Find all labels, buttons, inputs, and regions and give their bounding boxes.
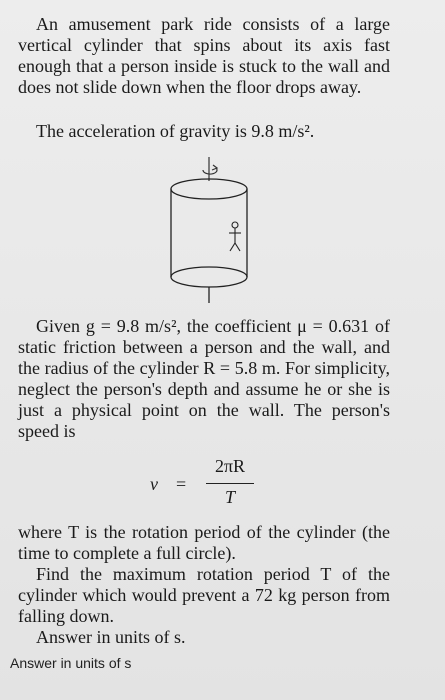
- fraction-bar: [206, 483, 254, 484]
- cylinder-figure: [165, 157, 260, 305]
- gravity-statement: The acceleration of gravity is 9.8 m/s².: [36, 121, 315, 141]
- formula-denominator: T: [224, 487, 235, 507]
- stick-figure-icon: [229, 222, 241, 251]
- speed-formula: [150, 456, 260, 514]
- question: Find the maximum rotation period T of the cylinder which would prevent a 72 kg person from falling down.: [18, 564, 390, 626]
- period-definition: where T is the rotation period of the cylinder (the time to complete a full circle).: [18, 522, 390, 563]
- answer-units: Answer in units of s.: [36, 627, 186, 647]
- given-values: Given g = 9.8 m/s², the coefficient μ = 0.631 of static friction between a person and the wall, and the radius of the cylinder R = 5.8 m. For simplicity, neglect the person's depth and assume he or she is just a physical point on the wall. The person's speed is: [18, 316, 390, 441]
- formula-equals: =: [176, 474, 187, 494]
- answer-prompt: Answer in units of s: [10, 655, 132, 671]
- cylinder-icon: [171, 179, 247, 303]
- rotation-arrow-icon: [203, 157, 217, 181]
- problem-intro: An amusement park ride consists of a large vertical cylinder that spins about its axis fast enough that a person inside is stuck to the wall and does not slide down when the floor drops away.: [18, 14, 390, 97]
- formula-lhs: v: [150, 474, 158, 494]
- formula-numerator: 2πR: [214, 456, 246, 476]
